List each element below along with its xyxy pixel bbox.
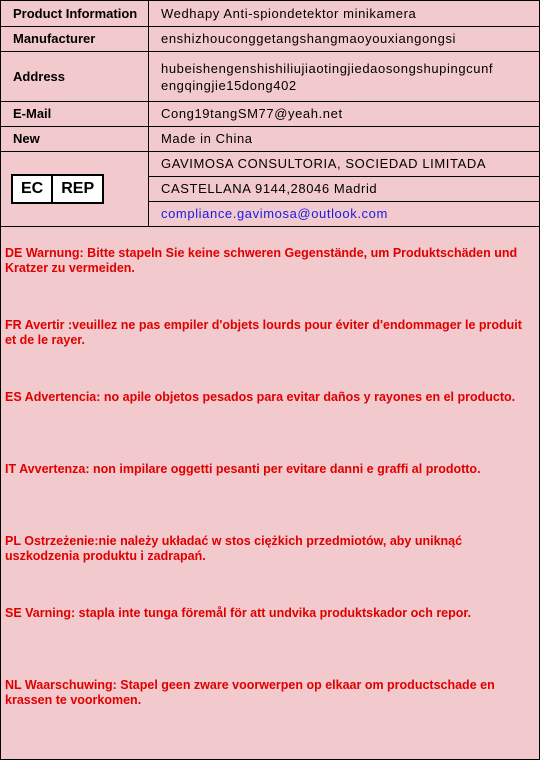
ec-rep-badge-ec: EC [21, 179, 44, 197]
address-line-2: engqingjie15dong402 [161, 78, 297, 93]
warning-fr: FR Avertir :veuillez ne pas empiler d'objets lourds pour éviter d'endommager le produit et de le rayer. [5, 318, 522, 347]
row-new [1, 126, 539, 151]
row-product [1, 1, 539, 26]
ec-rep-company: GAVIMOSA CONSULTORIA, SOCIEDAD LIMITADA [149, 151, 540, 176]
warning-se: SE Varning: stapla inte tunga föremål för att undvika produktskador och repor. [5, 606, 472, 620]
ec-rep-badge-cell [1, 151, 149, 226]
product-label: Product Information [1, 1, 149, 26]
warning-it: IT Avvertenza: non impilare oggetti pesanti per evitare danni e graffi al prodotto. [5, 462, 481, 476]
product-info-table [1, 1, 539, 227]
ec-rep-icon [11, 174, 104, 204]
ec-rep-address: CASTELLANA 9144,28046 Madrid [149, 176, 540, 201]
ec-rep-badge-rep: REP [51, 176, 102, 202]
new-label: New [1, 126, 149, 151]
ec-rep-email[interactable]: compliance.gavimosa@outlook.com [149, 201, 540, 226]
row-manufacturer [1, 26, 539, 51]
warning-es: ES Advertencia: no apile objetos pesados para evitar daños y rayones en el producto. [5, 390, 516, 404]
manufacturer-value: enshizhouconggetangshangmaoyouxiangongsi [149, 26, 540, 51]
row-ec-rep-company [1, 151, 539, 176]
address-line-1: hubeishengenshishiliujiaotingjiedaosongshupingcunf [161, 61, 494, 76]
row-address [1, 51, 539, 101]
email-value: Cong19tangSM77@yeah.net [149, 101, 540, 126]
new-value: Made in China [149, 126, 540, 151]
product-value: Wedhapy Anti-spiondetektor minikamera [149, 1, 540, 26]
address-label: Address [1, 51, 149, 101]
warning-pl: PL Ostrzeżenie:nie należy układać w stos ciężkich przedmiotów, aby uniknąć uszkodzenia produktu i zadrapań. [5, 534, 463, 563]
warning-de: DE Warnung: Bitte stapeln Sie keine schweren Gegenstände, um Produktschäden und Kratzer zu vermeiden. [5, 246, 518, 275]
email-label: E-Mail [1, 101, 149, 126]
row-email [1, 101, 539, 126]
address-value [149, 51, 540, 101]
warning-nl: NL Waarschuwing: Stapel geen zware voorwerpen op elkaar om productschade en krassen te voorkomen. [5, 678, 495, 707]
manufacturer-label: Manufacturer [1, 26, 149, 51]
